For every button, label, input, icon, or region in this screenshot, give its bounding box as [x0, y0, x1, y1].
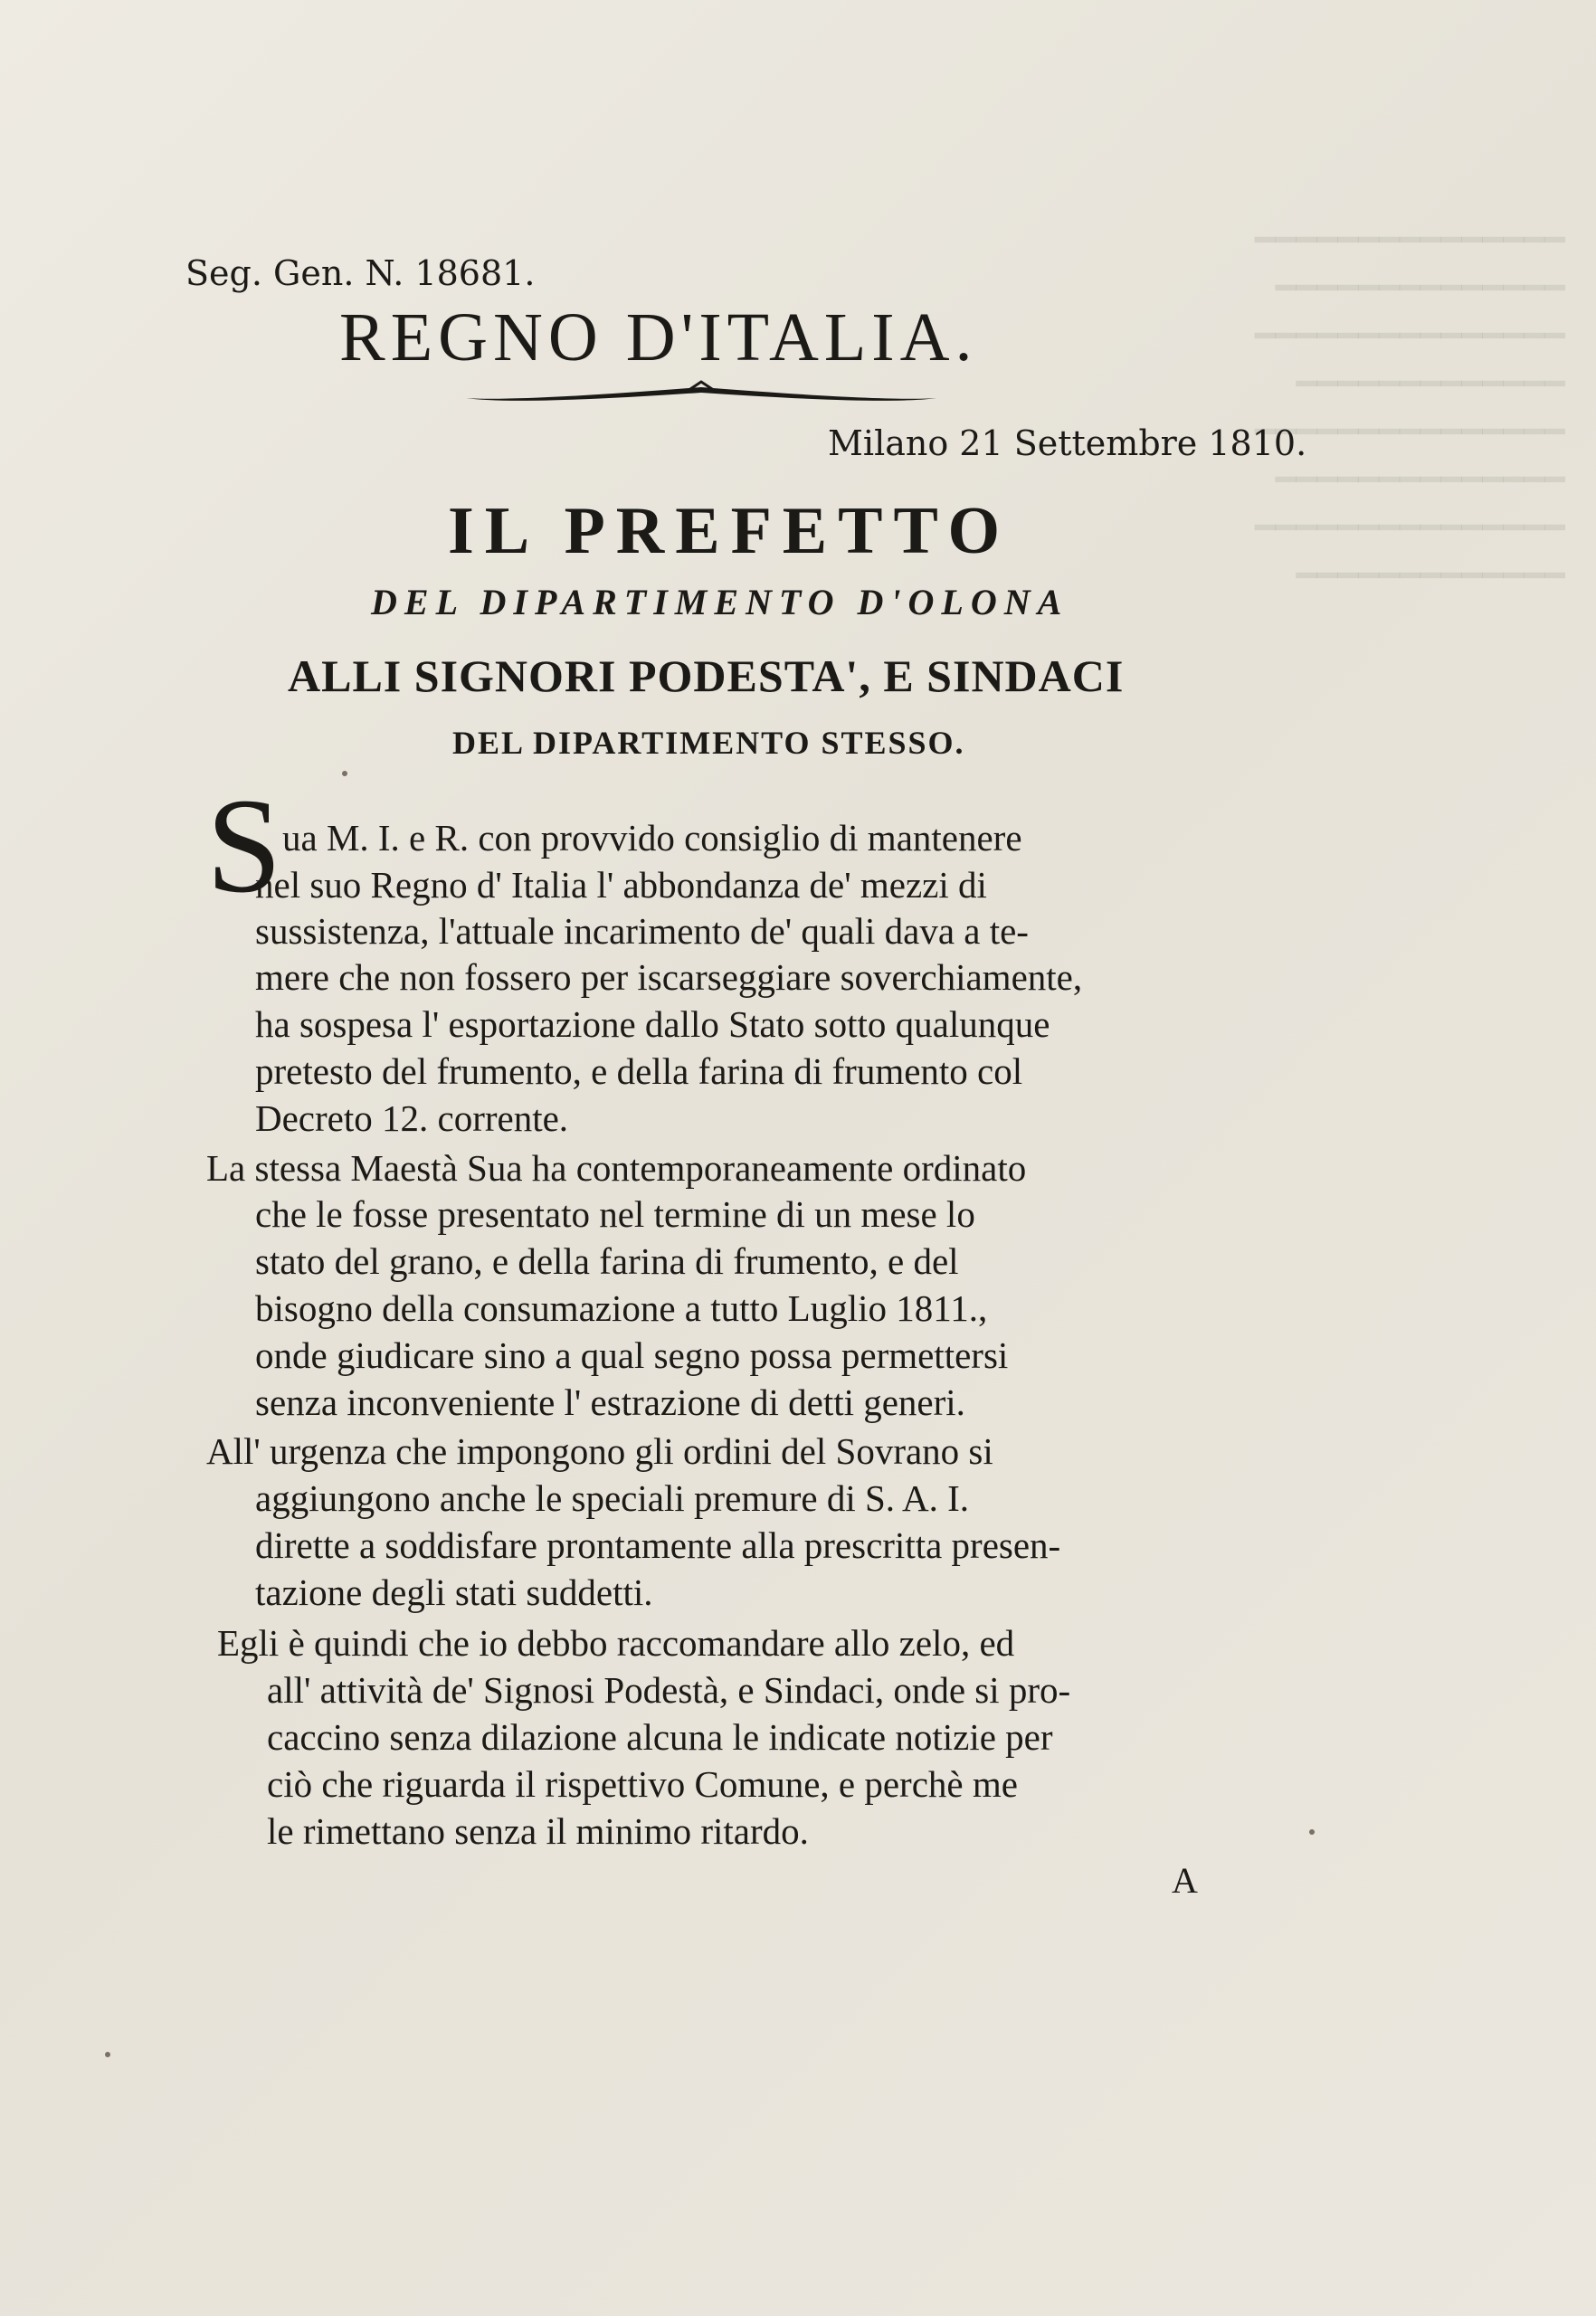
title-rule-ornament: [461, 378, 941, 414]
body-line: tazione degli stati suddetti.: [255, 1571, 653, 1613]
body-line: stato del grano, e della farina di frumento, e del: [255, 1240, 959, 1282]
department-line: DEL DIPARTIMENTO D'OLONA: [371, 582, 1069, 622]
body-line: aggiungono anche le speciali premure di S. A. I.: [255, 1477, 970, 1519]
catchword: A: [1172, 1860, 1198, 1901]
body-line: mere che non fossero per iscarseggiare soverchiamente,: [255, 956, 1083, 998]
body-line: caccino senza dilazione alcuna le indicate notizie per: [267, 1716, 1053, 1758]
body-line: La stessa Maestà Sua ha contemporaneamente ordinato: [206, 1147, 1027, 1189]
body-line: sussistenza, l'attuale incarimento de' quali dava a te-: [255, 910, 1029, 952]
body-line: ciò che riguarda il rispettivo Comune, e perchè me: [267, 1763, 1018, 1805]
ink-speck: [105, 2052, 110, 2057]
body-line: all' attività de' Signosi Podestà, e Sindaci, onde si pro-: [267, 1669, 1071, 1711]
body-line: Egli è quindi che io debbo raccomandare allo zelo, ed: [217, 1622, 1015, 1664]
body-line: bisogno della consumazione a tutto Luglio 1811.,: [255, 1287, 988, 1329]
body-line: le rimettano senza il minimo ritardo.: [267, 1810, 809, 1852]
body-line: Decreto 12. corrente.: [255, 1097, 569, 1139]
body-line: onde giudicare sino a qual segno possa permettersi: [255, 1334, 1009, 1376]
recipients-line: ALLI SIGNORI PODESTA', E SINDACI: [288, 650, 1125, 701]
issuer-title: IL PREFETTO: [448, 494, 1012, 568]
show-through-text: ━━━━━━━━━━━━━━━ ━━━━━━━━━━━━━━ ━━━━━━━━━━━━━━━ ━━━━━━━━━━━━━ ━━━━━━━━━━━━━━━ ━━━━━━━━━━━━━━ ━━━━━━━━━━━━━━━ ━━━━━━━━━━━━━: [1254, 222, 1565, 595]
body-line: che le fosse presentato nel termine di un mese lo: [255, 1193, 975, 1235]
body-line: nel suo Regno d' Italia l' abbondanza de' mezzi di: [255, 864, 987, 906]
body-line: dirette a soddisfare prontamente alla prescritta presen-: [255, 1524, 1061, 1566]
body-line: All' urgenza che impongono gli ordini del Sovrano si: [206, 1430, 993, 1472]
state-title: REGNO D'ITALIA.: [339, 299, 978, 375]
place-date: Milano 21 Settembre 1810.: [828, 423, 1307, 463]
ink-speck: [342, 771, 347, 776]
recipients-subline: DEL DIPARTIMENTO STESSO.: [452, 725, 965, 761]
drop-cap: S: [206, 771, 282, 921]
body-line: pretesto del frumento, e della farina di frumento col: [255, 1050, 1023, 1092]
reference-number: Seg. Gen. N. 18681.: [185, 253, 536, 293]
body-line: ha sospesa l' esportazione dallo Stato sotto qualunque: [255, 1003, 1050, 1045]
body-line: ua M. I. e R. con provvido consiglio di mantenere: [282, 817, 1022, 859]
ink-speck: [1309, 1829, 1315, 1835]
body-line: senza inconveniente l' estrazione di detti generi.: [255, 1381, 965, 1423]
